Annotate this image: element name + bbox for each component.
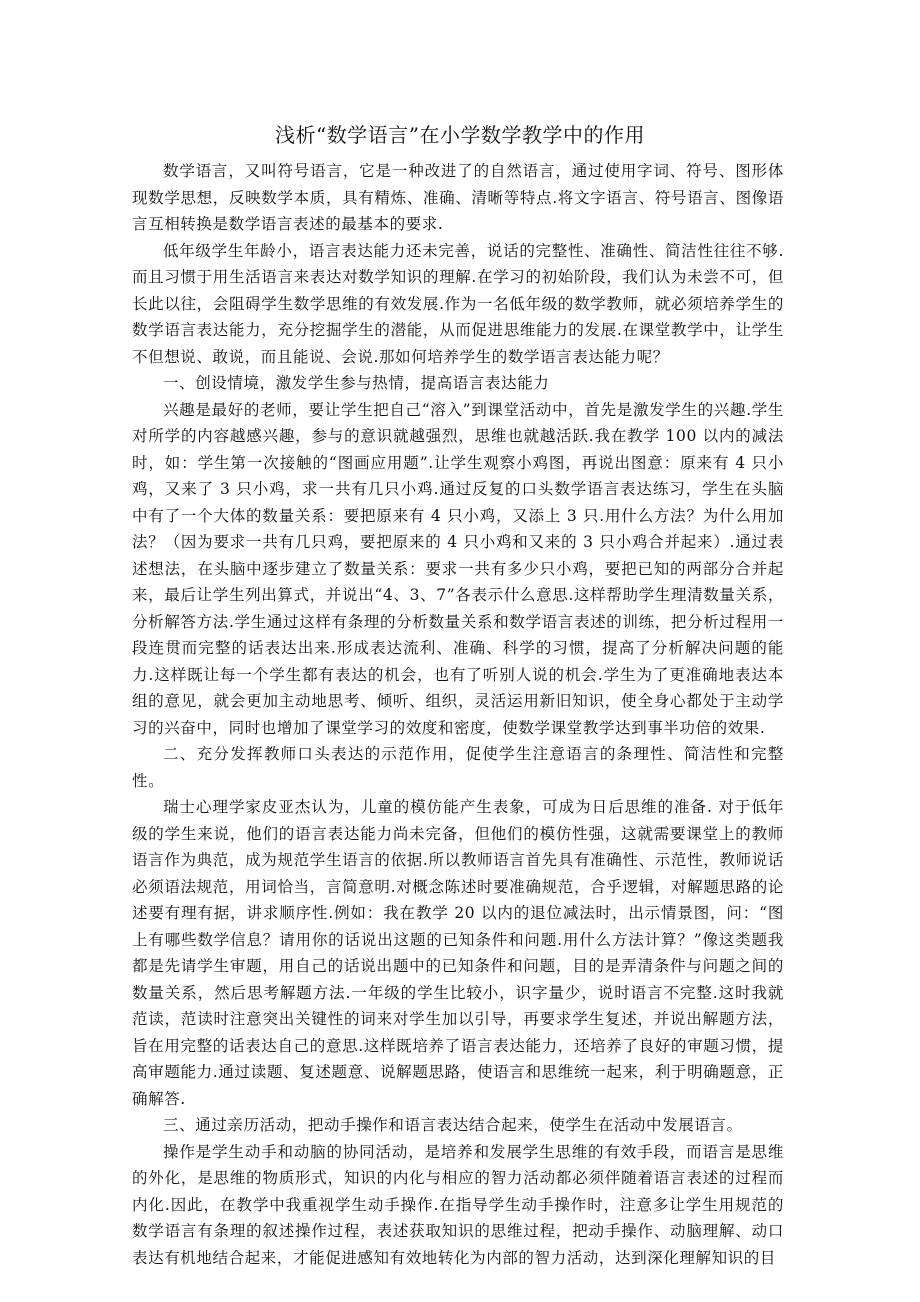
section-heading-2: 二、充分发挥教师口头表达的示范作用，促使学生注意语言的条理性、简洁性和完整性。 bbox=[132, 745, 784, 790]
paragraph-section-2: 瑞士心理学家皮亚杰认为，儿童的模仿能产生表象，可成为日后思维的准备. 对于低年级的学生来说，他们的语言表达能力尚未完备，但他们的模仿性强，这就需要课堂上的教师语言作为典范，成为规范学生语言的依据.所以教师语言首先具有准确性、示范性，教师说话必须语法规范，用词恰当，言简意明.对概念陈述时要准确规范，合乎逻辑，对解题思路的论述要有理有据，讲求顺序性.例如：我在教学 20 以内的退位减法时，出示情景图，问：“图上有哪些数学信息？请用你的话说出这题的已知条件和问题.用什么方法计算？”像这类题我都是先请学生审题，用自己的话说出题中的已知条件和问题，目的是弄清条件与问题之间的数量关系，然后思考解题方法.一年级的学生比较小，识字量少，说时语言不完整.这时我就范读，范读时注意突出关键性的词来对学生加以引导，再要求学生复述，并说出解题方法，旨在用完整的话表达自己的意思.这样既培养了语言表达能力，还培养了良好的审题习惯，提高审题能力.通过读题、复述题意、说解题思路，使语言和思维统一起来，利于明确题意，正确解答. bbox=[132, 798, 784, 1108]
paragraph-section-3: 操作是学生动手和动脑的协同活动，是培养和发展学生思维的有效手段，而语言是思维的外化，是思维的物质形式，知识的内化与相应的智力活动都必须伴随着语言表述的过程而内化.因此，在教学中我重视学生动手操作.在指导学生动手操作时，注意多让学生用规范的数学语言有条理的叙述操作过程，表述获取知识的思维过程，把动手操作、动脑理解、动口表达有机地结合起来，才能促进感知有效地转化为内部的智力活动，达到深化理解知识的目 bbox=[132, 1142, 784, 1267]
paragraph-section-1: 兴趣是最好的老师，要让学生把自己“溶入”到课堂活动中，首先是激发学生的兴趣.学生对所学的内容越感兴趣，参与的意识就越强烈，思维也就越活跃.我在教学 100 以内的减法时，如：学生第一次接触的“图画应用题”.让学生观察小鸡图，再说出图意：原来有 4 只小鸡，又来了 3 只小鸡，求一共有几只小鸡.通过反复的口头数学语言表达练习，学生在头脑中有了一个大体的数量关系：要把原来有 4 只小鸡，又添上 3 只.用什么方法？为什么用加法？（因为要求一共有几只鸡，要把原来的 4 只小鸡和又来的 3 只小鸡合并起来）.通过表述想法，在头脑中逐步建立了数量关系：要求一共有多少只小鸡，要把已知的两部分合并起来，最后让学生列出算式，并说出“4、3、7”各表示什么意思.这样帮助学生理清数量关系，分析解答方法.学生通过这样有条理的分析数量关系和数学语言表述的训练，把分析过程用一段连贯而完整的话表达出来.形成表达流利、准确、科学的习惯，提高了分析解决问题的能力.这样既让每一个学生都有表达的机会，也有了听别人说的机会.学生为了更准确地表达本组的意见，就会更加主动地思考、倾听、组织，灵活运用新旧知识，使全身心都处于主动学习的兴奋中，同时也增加了课堂学习的效度和密度，使数学课堂教学达到事半功倍的效果. bbox=[132, 400, 784, 737]
paragraph-background: 低年级学生年龄小，语言表达能力还未完善，说话的完整性、准确性、简洁性往往不够.而且习惯于用生活语言来表达对数学知识的理解.在学习的初始阶段，我们认为未尝不可，但长此以往，会阻碍学生数学思维的有效发展.作为一名低年级的数学教师，就必须培养学生的数学语言表达能力，充分挖掘学生的潜能，从而促进思维能力的发展.在课堂教学中，让学生不但想说、敢说，而且能说、会说.那如何培养学生的数学语言表达能力呢？ bbox=[132, 241, 784, 366]
document-body bbox=[132, 158, 784, 1271]
section-heading-3: 三、通过亲历活动，把动手操作和语言表达结合起来，使学生在活动中发展语言。 bbox=[163, 1116, 743, 1134]
section-heading-1: 一、创设情境，激发学生参与热情，提高语言表达能力 bbox=[163, 374, 550, 392]
document-title: 浅析“数学语言”在小学数学教学中的作用 bbox=[275, 123, 645, 147]
paragraph-intro: 数学语言，又叫符号语言，它是一种改进了的自然语言，通过使用字词、符号、图形体现数学思想，反映数学本质，具有精炼、准确、清晰等特点.将文字语言、符号语言、图像语言互相转换是数学语言表述的最基本的要求. bbox=[132, 162, 784, 233]
